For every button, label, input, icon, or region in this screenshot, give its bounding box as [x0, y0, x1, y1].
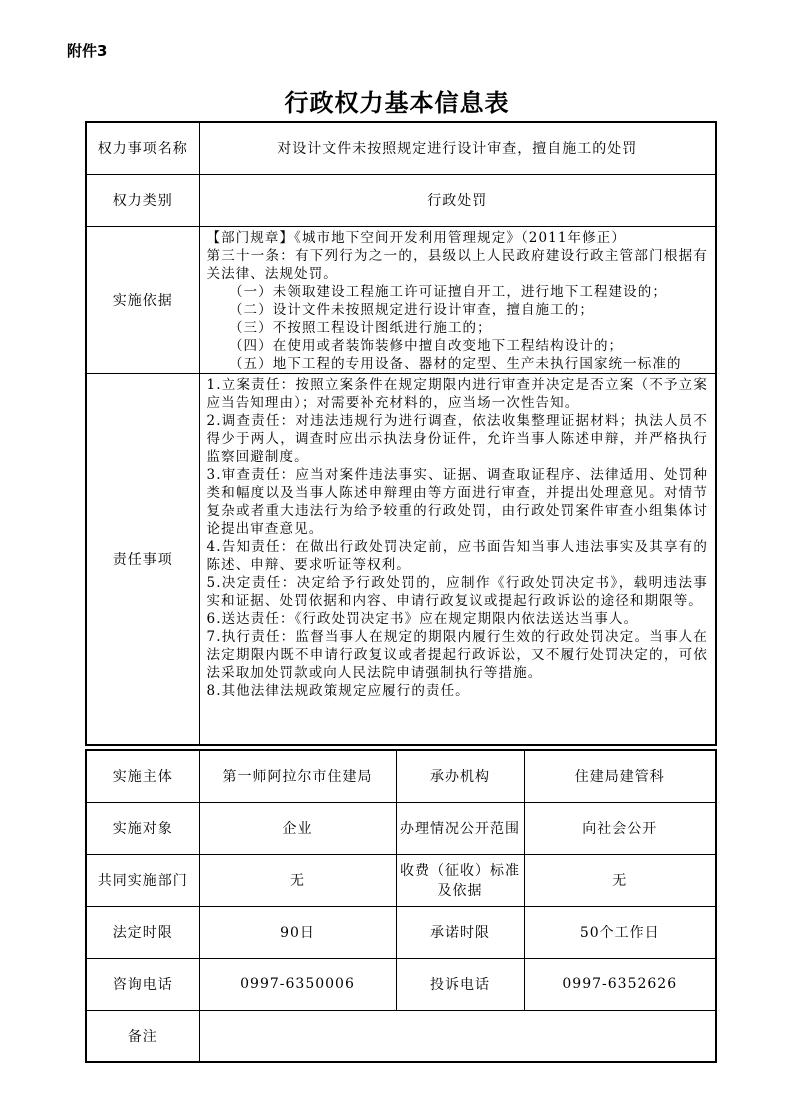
consult-phone-label: 咨询电话: [86, 958, 199, 1010]
undertaking-org-label: 承办机构: [396, 750, 524, 802]
legal-basis-line: （五）地下工程的专用设备、器材的定型、生产未执行国家统一标准的: [206, 355, 682, 372]
legal-basis-label: 实施依据: [86, 226, 199, 373]
target-value: 企业: [199, 802, 396, 854]
duty-items-label: 责任事项: [86, 373, 199, 745]
remark-value: [199, 1010, 716, 1062]
row-co-implementer: [86, 854, 716, 906]
implementer-value: 第一师阿拉尔市住建局: [199, 750, 396, 802]
row-target: [86, 802, 716, 854]
disclosure-scope-value: 向社会公开: [524, 802, 716, 854]
undertaking-org-value: 住建局建管科: [524, 750, 716, 802]
authority-name-value: 对设计文件未按照规定进行设计审查，擅自施工的处罚: [199, 122, 716, 174]
fee-standard-value: 无: [524, 854, 716, 906]
legal-basis-line: （三）不按照工程设计图纸进行施工的；: [206, 319, 492, 336]
statutory-limit-label: 法定时限: [86, 906, 199, 958]
duty-item: 8.其他法律法规政策规定应履行的责任。: [206, 682, 470, 699]
disclosure-scope-label: 办理情况公开范围: [396, 802, 524, 854]
power-category-value: 行政处罚: [199, 174, 716, 226]
remark-label: 备注: [86, 1010, 199, 1062]
row-legal-basis: [86, 226, 716, 373]
statutory-limit-value: 90日: [199, 906, 396, 958]
page-title: 行政权力基本信息表: [284, 88, 510, 117]
authority-name-label: 权力事项名称: [86, 122, 199, 174]
power-category-label: 权力类别: [86, 174, 199, 226]
legal-basis-line: （一）未领取建设工程施工许可证擅自开工，进行地下工程建设的；: [206, 283, 667, 300]
duty-item: 7.执行责任：监督当事人在规定的期限内履行生效的行政处罚决定。当事人在法定期限内既不申请行政复议或者提起行政诉讼，又不履行处罚决定的，可依法采取加处罚款或向人民法院申请强制执行等措施。: [206, 628, 709, 681]
row-implementer: [86, 750, 716, 802]
legal-basis-content: [199, 226, 716, 373]
info-table-lower: [85, 749, 717, 1063]
row-statutory-limit: [86, 906, 716, 958]
legal-basis-line: 第三十一条：有下列行为之一的，县级以上人民政府建设行政主管部门根据有关法律、法规处罚。: [206, 247, 709, 282]
duty-item: 6.送达责任：《行政处罚决定书》应在规定期限内依法送达当事人。: [206, 610, 639, 627]
row-remark: [86, 1010, 716, 1062]
target-label: 实施对象: [86, 802, 199, 854]
legal-basis-line: （四）在使用或者装饰装修中擅自改变地下工程结构设计的；: [206, 337, 624, 354]
duty-item: 3.审查责任：应当对案件违法事实、证据、调查取证程序、法律适用、处罚种类和幅度以及当事人陈述申辩理由等方面进行审查，并提出处理意见。对情节复杂或者重大违法行为给予较重的行政处罚，由行政处罚案件审查小组集体讨论提出审查意见。: [206, 466, 709, 537]
row-duty-items: [86, 373, 716, 745]
info-table-upper: [85, 121, 717, 746]
row-power-category: [86, 174, 716, 226]
complaint-phone-label: 投诉电话: [396, 958, 524, 1010]
duty-items-content: [199, 373, 716, 745]
attachment-label: 附件3: [67, 42, 108, 60]
promised-limit-label: 承诺时限: [396, 906, 524, 958]
co-implementer-value: 无: [199, 854, 396, 906]
row-phones: [86, 958, 716, 1010]
fee-standard-label: 收费（征收）标准及依据: [396, 854, 524, 906]
complaint-phone-value: 0997-6352626: [524, 958, 716, 1010]
legal-basis-line: （二）设计文件未按照规定进行设计审查，擅自施工的；: [206, 301, 594, 318]
consult-phone-value: 0997-6350006: [199, 958, 396, 1010]
row-authority-name: [86, 122, 716, 174]
co-implementer-label: 共同实施部门: [86, 854, 199, 906]
duty-item: 5.决定责任：决定给予行政处罚的，应制作《行政处罚决定书》，载明违法事实和证据、处罚依据和内容、申请行政复议或提起行政诉讼的途径和期限等。: [206, 574, 709, 609]
promised-limit-value: 50个工作日: [524, 906, 716, 958]
implementer-label: 实施主体: [86, 750, 199, 802]
duty-item: 4.告知责任：在做出行政处罚决定前，应书面告知当事人违法事实及其享有的陈述、申辩、要求听证等权利。: [206, 538, 709, 573]
duty-item: 1.立案责任：按照立案条件在规定期限内进行审查并决定是否立案（不予立案应当告知理由）；对需要补充材料的，应当场一次性告知。: [206, 376, 709, 411]
legal-basis-line: 【部门规章】《城市地下空间开发利用管理规定》（2011年修正）: [206, 229, 626, 246]
duty-item: 2.调查责任：对违法违规行为进行调查，依法收集整理证据材料；执法人员不得少于两人，调查时应出示执法身份证件，允许当事人陈述申辩，并严格执行监察回避制度。: [206, 412, 709, 465]
